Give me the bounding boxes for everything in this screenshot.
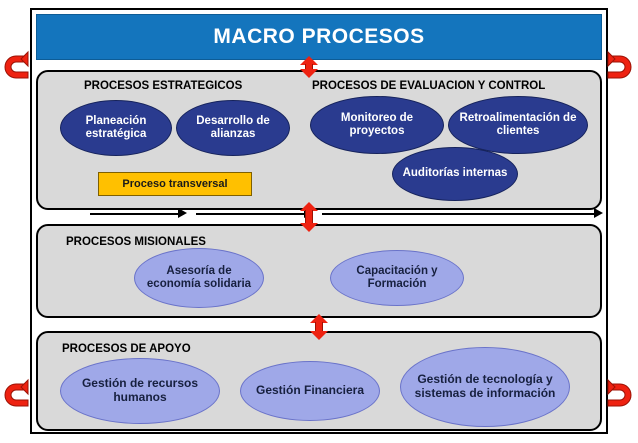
vertical-double-arrow-icon (300, 56, 318, 78)
arrow-shaft (305, 210, 313, 224)
node-gestion-financiera[interactable] (240, 361, 380, 421)
node-proceso-transversal[interactable] (98, 172, 252, 196)
node-proceso-transversal-label: Proceso transversal (122, 178, 228, 190)
node-gestion-recursos-humanos[interactable] (60, 358, 220, 424)
band-title-strategic: PROCESOS ESTRATEGICOS (84, 80, 243, 92)
band-title-support: PROCESOS DE APOYO (62, 343, 191, 355)
node-capacitacion-formacion-label: Capacitación y Formación (356, 264, 438, 290)
curved-return-arrow-icon (2, 378, 32, 424)
curved-return-arrow-icon (2, 50, 32, 96)
flow-arrow-2-line (196, 213, 306, 215)
node-auditorias-internas[interactable] (392, 147, 518, 201)
band-title-evaluation-control: PROCESOS DE EVALUACION Y CONTROL (312, 80, 546, 92)
node-gestion-recursos-humanos-label: Gestión de recursos humanos (81, 376, 199, 404)
node-gestion-tecnologia-sistemas[interactable] (400, 347, 570, 427)
curved-return-arrow-icon (604, 50, 634, 96)
arrow-head-down (310, 331, 328, 340)
node-monitoreo-proyectos-label: Monitoreo de proyectos (340, 111, 414, 137)
node-asesoria-economia-solidaria-label: Asesoría de economía solidaria (146, 264, 252, 290)
node-desarrollo-alianzas-label: Desarrollo de alianzas (196, 114, 270, 140)
macro-processes-title: MACRO PROCESOS (213, 25, 425, 48)
arrow-head-down (300, 69, 318, 78)
node-asesoria-economia-solidaria[interactable] (134, 248, 264, 308)
node-planeacion-estrategica[interactable] (60, 100, 172, 156)
node-gestion-financiera-label: Gestión Financiera (255, 383, 365, 398)
node-capacitacion-formacion[interactable] (330, 250, 464, 306)
node-monitoreo-proyectos[interactable] (310, 96, 444, 154)
band-title-missional: PROCESOS MISIONALES (66, 236, 206, 248)
macro-processes-header (36, 14, 602, 60)
node-retroalimentacion-clientes[interactable] (448, 96, 588, 154)
right-arrow-icon (178, 208, 187, 218)
arrow-head-down (300, 223, 318, 232)
node-retroalimentacion-clientes-label: Retroalimentación de clientes (459, 111, 577, 137)
vertical-double-arrow-icon (310, 314, 328, 340)
flow-arrow-3-line (322, 213, 596, 215)
node-auditorias-internas-label: Auditorías internas (402, 167, 508, 180)
curved-return-arrow-icon (604, 378, 634, 424)
vertical-double-arrow-icon (300, 202, 318, 232)
node-planeacion-estrategica-label: Planeación estratégica (85, 114, 147, 140)
flow-arrow-1-line (90, 213, 180, 215)
node-gestion-tecnologia-sistemas-label: Gestión de tecnología y sistemas de información (414, 372, 556, 400)
right-arrow-icon (594, 208, 603, 218)
node-desarrollo-alianzas[interactable] (176, 100, 290, 156)
